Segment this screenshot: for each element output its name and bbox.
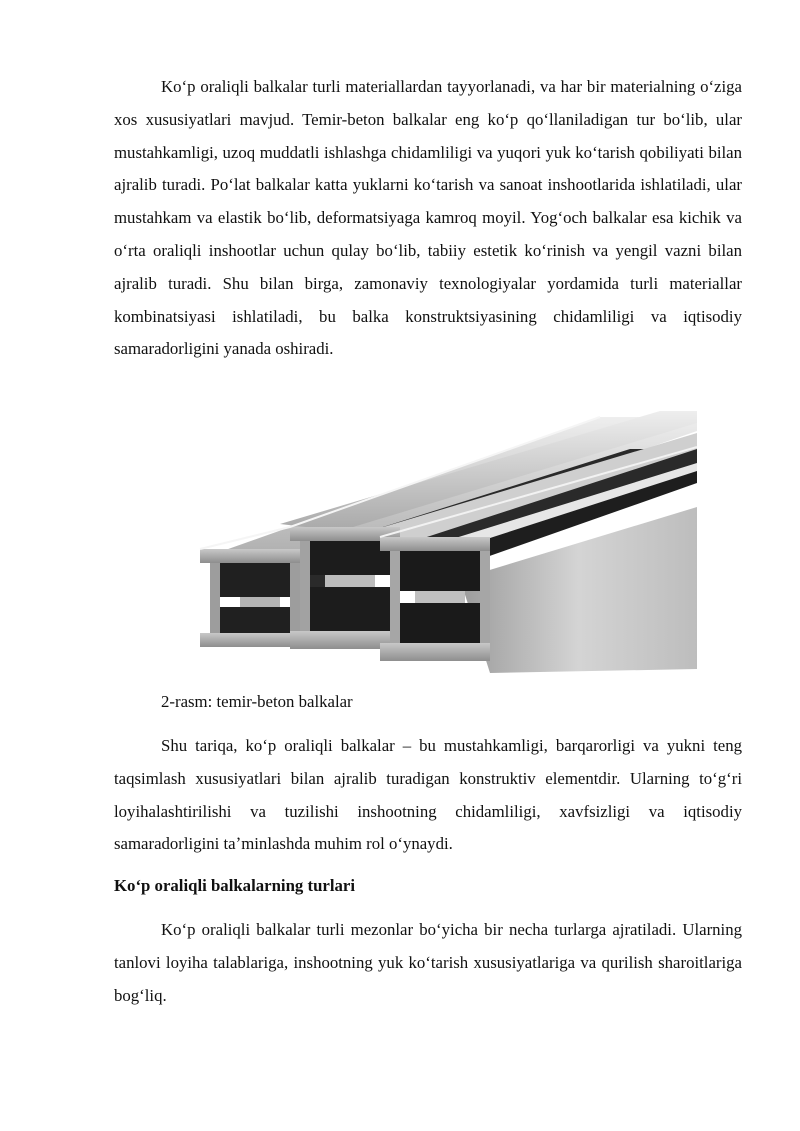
steel-beams-image xyxy=(160,409,697,673)
section-heading: Koʻp oraliqli balkalarning turlari xyxy=(114,876,356,895)
figure-caption: 2-rasm: temir-beton balkalar xyxy=(161,692,353,711)
paragraph-materials: Koʻp oraliqli balkalar turli materiallardan tayyorlanadi, va har bir materialning oʻziga xos xususiyatlari mavjud. Temir-beton balkalar eng koʻp qoʻllaniladigan tur boʻlib, ular mustahkamligi, uzoq muddatli ishlashga chidamliligi va yuqori yuk koʻtarish qobiliyati bilan ajralib turadi. Poʻlat balkalar katta yuklarni koʻtarish va sanoat inshootlarida ishlatiladi, ular mustahkam va elastik boʻlib, deformatsiyaga kamroq moyil. Yogʻoch balkalar esa kichik va oʻrta oraliqli inshootlar uchun qulay boʻlib, tabiiy estetik koʻrinish va yengil vazni bilan ajralib turadi. Shu bilan birga, zamonaviy texnologiyalar yordamida turli materiallar kombinatsiyasi ishlatiladi, bu balka konstruktsiyasining chidamliligi va iqtisodiy samaradorligini yanada oshiradi. xyxy=(114,77,742,359)
paragraph-summary: Shu tariqa, koʻp oraliqli balkalar – bu mustahkamligi, barqarorligi va yukni teng taqsimlash xususiyatlari bilan ajralib turadigan konstruktiv elementdir. Ularning toʻgʻri loyihalashtirilishi va tuzilishi inshootning chidamliligi, xavfsizligi va iqtisodiy samaradorligini taʼminlashda muhim rol oʻynaydi. xyxy=(114,736,742,854)
paragraph-types: Koʻp oraliqli balkalar turli mezonlar boʻyicha bir necha turlarga ajratiladi. Ularning tanlovi loyiha talablariga, inshootning yuk koʻtarish xususiyatlariga va qurilish sharoitlariga bogʻliq. xyxy=(114,920,742,1005)
